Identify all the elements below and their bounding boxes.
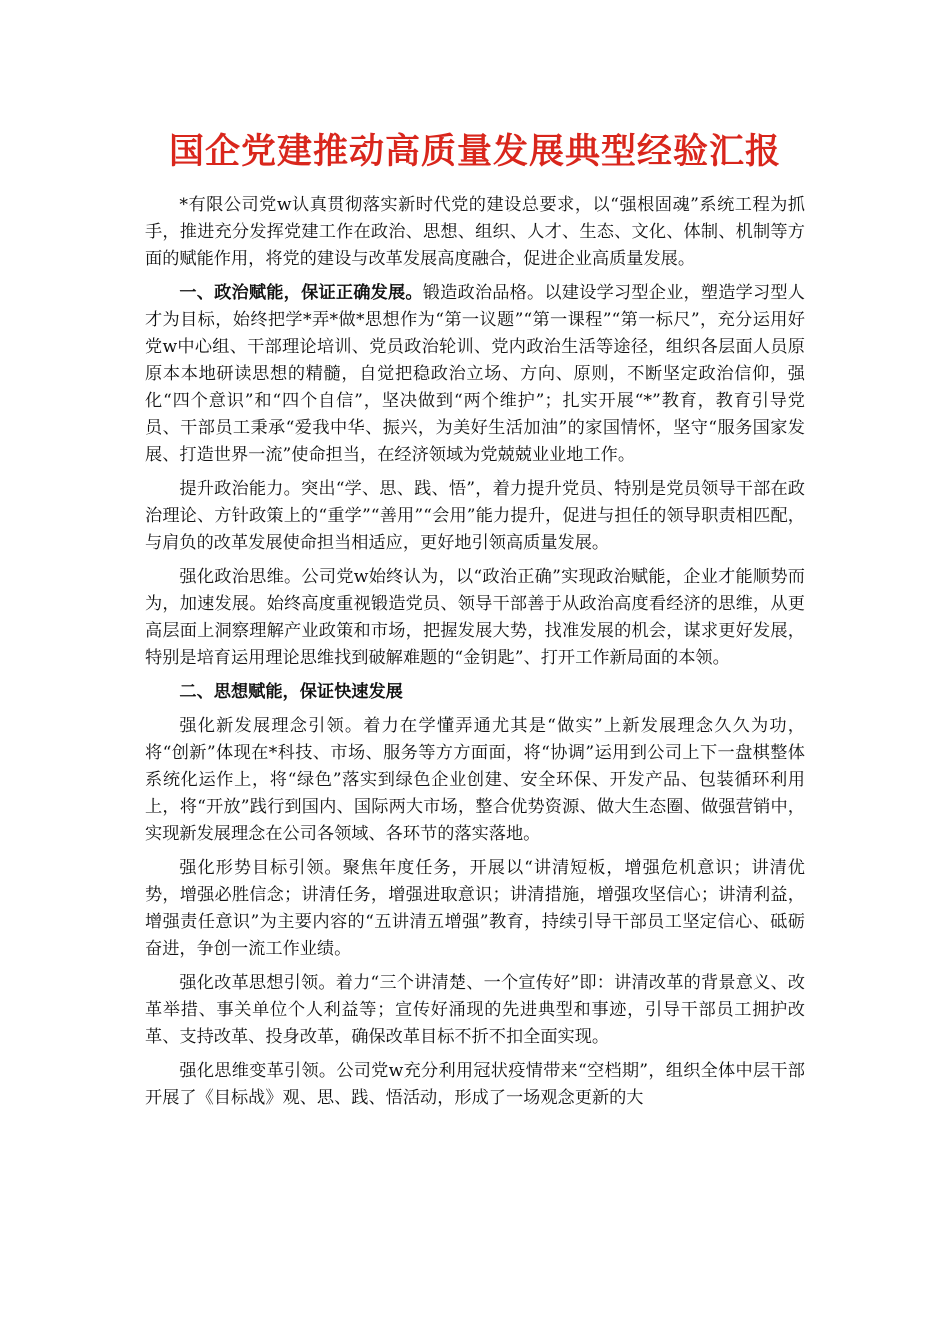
paragraph-text: 强化新发展理念引领。着力在学懂弄通尤其是“做实”上新发展理念久久为功，将“创新”体现在*科技、市场、服务等方方面面，将“协调”运用到公司上下一盘棋整体系统化运作上，将“绿色”落实到绿色企业创建、安全环保、开发产品、包装循环利用上，将“开放”践行到国内、国际两大市场，整合优势资源、做大生态圈、做强营销中，实现新发展理念在公司各领域、各环节的落实落地。 <box>145 716 805 844</box>
section-heading: 二、思想赋能，保证快速发展 <box>179 682 403 702</box>
paragraph-section-2 <box>145 679 805 706</box>
paragraph-political-ability <box>145 476 805 557</box>
paragraph-text: 强化政治思维。公司党w始终认为，以“政治正确”实现政治赋能，企业才能顺势而为，加速发展。始终高度重视锻造党员、领导干部善于从政治高度看经济的思维，从更高层面上洞察理解产业政策和市场，把握发展大势，找准发展的机会，谋求更好发展，特别是培育运用理论思维找到破解难题的“金钥匙”、打开工作新局面的本领。 <box>145 567 805 668</box>
section-heading: 一、政治赋能，保证正确发展。 <box>179 283 423 303</box>
paragraph-text: 强化改革思想引领。着力“三个讲清楚、一个宣传好”即：讲清改革的背景意义、改革举措、事关单位个人利益等；宣传好涌现的先进典型和事迹，引导干部员工拥护改革、支持改革、投身改革，确保改革目标不折不扣全面实现。 <box>145 973 805 1047</box>
paragraph-political-thinking <box>145 564 805 672</box>
paragraph-text: 锻造政治品格。以建设学习型企业，塑造学习型人才为目标，始终把学*弄*做*思想作为“第一议题”“第一课程”“第一标尺”，充分运用好党w中心组、干部理论培训、党员政治轮训、党内政治生活等途径，组织各层面人员原原本本地研读思想的精髓，自觉把稳政治立场、方向、原则，不断坚定政治信仰，强化“四个意识”和“四个自信”，坚决做到“两个维护”；扎实开展“*”教育，教育引导党员、干部员工秉承“爱我中华、振兴，为美好生活加油”的家国情怀，坚守“服务国家发展、打造世界一流”使命担当，在经济领域为党兢兢业业地工作。 <box>145 283 805 465</box>
paragraph-text: *有限公司党w认真贯彻落实新时代党的建设总要求，以“强根固魂”系统工程为抓手，推进充分发挥党建工作在政治、思想、组织、人才、生态、文化、体制、机制等方面的赋能作用，将党的建设与改革发展高度融合，促进企业高质量发展。 <box>145 195 805 269</box>
paragraph-text: 提升政治能力。突出“学、思、践、悟”，着力提升党员、特别是党员领导干部在政治理论、方针政策上的“重学”“善用”“会用”能力提升，促进与担任的领导职责相匹配，与肩负的改革发展使命担当相适应，更好地引领高质量发展。 <box>145 479 805 553</box>
paragraph-thinking-change <box>145 1058 805 1112</box>
paragraph-intro <box>145 192 805 273</box>
paragraph-text: 强化思维变革引领。公司党w充分利用冠状疫情带来“空档期”，组织全体中层干部开展了《目标战》观、思、践、悟活动，形成了一场观念更新的大 <box>145 1061 805 1108</box>
paragraph-new-development <box>145 713 805 848</box>
paragraph-situation-goals <box>145 855 805 963</box>
paragraph-text: 强化形势目标引领。聚焦年度任务，开展以“讲清短板，增强危机意识；讲清优势，增强必胜信念；讲清任务，增强进取意识；讲清措施，增强攻坚信心；讲清利益，增强责任意识”为主要内容的“五讲清五增强”教育，持续引导干部员工坚定信心、砥砺奋进，争创一流工作业绩。 <box>145 858 805 959</box>
document-title: 国企党建推动高质量发展典型经验汇报 <box>168 131 781 172</box>
paragraph-section-1 <box>145 280 805 469</box>
paragraph-reform-thought <box>145 970 805 1051</box>
document-page <box>145 128 805 1119</box>
